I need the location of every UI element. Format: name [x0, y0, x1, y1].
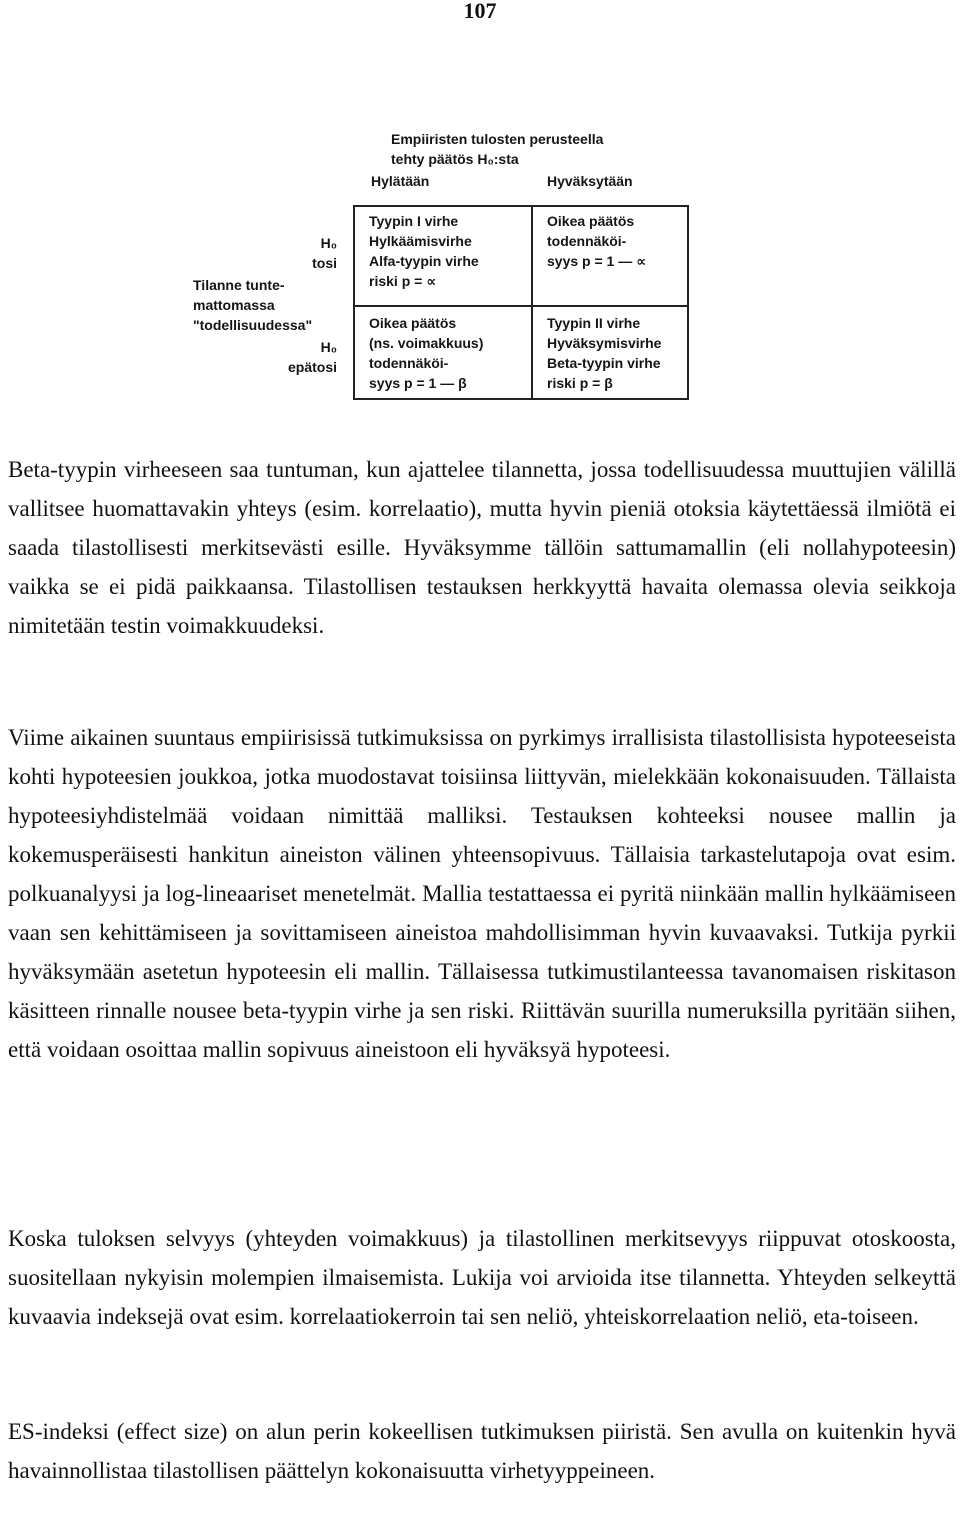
matrix-horizontal-divider — [355, 305, 687, 307]
paragraph-model-testing: Viime aikainen suuntaus empiirisissä tutkimuksissa on pyrkimys irrallisista tilastollisista hypoteeseista kohti hypoteesien joukkoa, jotka muodostavat toisiinsa liittyvän, mielekkään kokonaisuuden. Tällaista hypoteesiyhdistelmää voidaan nimittää malliksi. Testauksen kohteeksi nousee mallin ja kokemusperäisesti hankitun aineiston välinen yhteensopivuus. Tällaisia tarkastelutapoja ovat esim. polkuanalyysi ja log-lineaariset menetelmät. Mallia testattaessa ei pyritä niinkään mallin hylkäämiseen vaan sen kehittämiseen ja sovittamiseen aineistoa mahdollisimman hyvin kuvaavaksi. Tutkija pyrkii hyväksymään asetetun hypoteesin eli mallin. Tällaisessa tutkimustilanteessa tavanomaisen riskitason käsitteen rinnalle nousee beta-tyypin virhe ja sen riski. Riittävän suurilla numeruksilla pyritään siihen, että voidaan osoittaa mallin sopivuus aineistoon eli hyväksyä hypoteesi. — [8, 725, 956, 1062]
column-header-accept: Hyväksytään — [547, 173, 633, 189]
paragraph-beta-error: Beta-tyypin virheeseen saa tuntuman, kun ajattelee tilannetta, jossa todellisuudessa muuttujien välillä vallitsee huomattavakin yhteys (esim. korrelaatio), mutta hyvin pieniä otoksia käytettäessä ilmiötä ei saada tilastollisesti merkitsevästi esille. Hyväksymme tällöin sattumamallin (eli nollahypoteesin) vaikka se ei pidä paikkaansa. Tilastollisen testauksen herkkyyttä havaita olemassa olevia seikkoja nimitetään testin voimakkuudeksi. — [8, 457, 956, 638]
reality-label: Tilanne tunte- mattomassa "todellisuudessa" — [193, 277, 313, 333]
cell-true-accept: Oikea päätös todennäköi- syys p = 1 — ∝ — [547, 213, 647, 269]
decision-error-figure — [185, 125, 705, 405]
paragraph-effect-reporting: Koska tuloksen selvyys (yhteyden voimakkuus) ja tilastollinen merkitsevyys riippuvat otoskoosta, suositellaan nykyisin molempien ilmaisemista. Lukija voi arvioida itse tilannetta. Yhteyden selkeyttä kuvaavia indeksejä ovat esim. korrelaatiokerroin tai sen neliö, yhteiskorrelaation neliö, eta-toiseen. — [8, 1226, 956, 1329]
figure-header-line2: tehty päätös H₀:sta — [391, 151, 519, 167]
paragraph-effect-size: ES-indeksi (effect size) on alun perin kokeellisen tutkimuksen piiristä. Sen avulla on kuitenkin hyvä havainnollistaa tilastollisen päättelyn kokonaisuutta virhetyyppeineen. — [8, 1419, 956, 1483]
cell-false-reject: Oikea päätös (ns. voimakkuus) todennäköi- syys p = 1 — β — [369, 315, 484, 391]
row-label-h0-false: H₀ epätosi — [287, 339, 337, 375]
figure-header-line1: Empiiristen tulosten perusteella — [391, 131, 604, 147]
page-number: 107 — [463, 0, 497, 23]
column-header-reject: Hylätään — [371, 173, 430, 189]
cell-false-accept: Tyypin II virhe Hyväksymisvirhe Beta-tyypin virhe riski p = β — [547, 315, 662, 391]
matrix-vertical-divider — [531, 207, 533, 398]
cell-true-reject: Tyypin I virhe Hylkäämisvirhe Alfa-tyypin virhe riski p = ∝ — [369, 213, 479, 289]
row-label-h0-true: H₀ tosi — [312, 235, 337, 271]
decision-matrix — [353, 205, 689, 400]
